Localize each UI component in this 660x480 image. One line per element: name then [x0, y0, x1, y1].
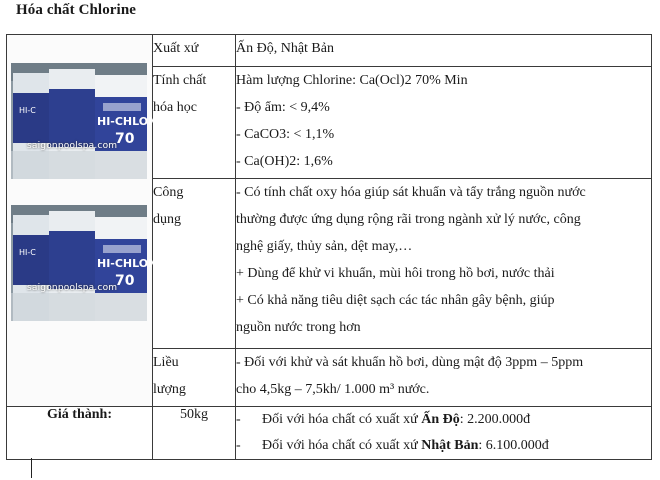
product-images-cell [7, 35, 158, 407]
price-item [236, 407, 651, 433]
list-dash: - [236, 412, 241, 427]
chemical-label-line: hóa học [153, 100, 197, 115]
usage-line: thường được ứng dụng rộng rãi trong ngành xử lý nước, công [236, 212, 581, 227]
row-origin [7, 35, 652, 67]
price-item-origin: Ấn Độ [421, 412, 460, 427]
drum-label: HI-CHLON [97, 257, 158, 270]
chlorine-drums-image [11, 63, 158, 179]
dosage-line: - Đối với khử và sát khuẩn hồ bơi, dùng mật độ 3ppm – 5ppm [236, 355, 584, 370]
watermark-text: saigonpoolspa.com [27, 141, 118, 151]
drum-label: HI-C [19, 248, 36, 257]
chemical-label [153, 67, 236, 179]
usage-line: nghệ giấy, thủy sản, dệt may,… [236, 239, 413, 254]
chemical-label-line: Tính chất [153, 73, 207, 88]
price-list [236, 407, 652, 460]
price-item-prefix: Đối với hóa chất có xuất xứ [262, 412, 422, 427]
chemical-values [236, 67, 652, 179]
dosage-values [236, 349, 652, 407]
usage-line: + Có khả năng tiêu diệt sạch các tác nhân gây bệnh, giúp [236, 293, 555, 308]
chemical-line: Hàm lượng Chlorine: Ca(Ocl)2 70% Min [236, 73, 468, 88]
usage-label-line: Công [153, 185, 184, 200]
price-item-prefix: Đối với hóa chất có xuất xứ [262, 438, 422, 453]
price-label: Giá thành: [7, 407, 153, 460]
drum-label: 70 [115, 273, 135, 289]
price-item-amount: : 2.200.000đ [459, 412, 531, 427]
usage-label-line: dụng [153, 212, 181, 227]
spec-table [6, 34, 652, 460]
usage-line: - Có tính chất oxy hóa giúp sát khuẩn và tẩy trắng nguồn nước [236, 185, 586, 200]
chemical-line: - Độ ẩm: < 9,4% [236, 100, 330, 115]
dosage-label-line: Liều [153, 355, 179, 370]
list-dash: - [236, 438, 241, 453]
chemical-line: - Ca(OH)2: 1,6% [236, 154, 333, 169]
origin-value: Ấn Độ, Nhật Bản [236, 35, 652, 67]
price-item-origin: Nhật Bản [421, 438, 479, 453]
dosage-label [153, 349, 236, 407]
product-photo [11, 205, 158, 321]
product-photo [11, 63, 158, 179]
row-price [7, 407, 652, 460]
drum-label: HI-CHLON [97, 115, 158, 128]
price-quantity: 50kg [153, 407, 236, 460]
usage-line: + Dùng để khử vi khuẩn, mùi hôi trong hồ bơi, nước thải [236, 266, 555, 281]
usage-values [236, 179, 652, 349]
drum-label: HI-C [19, 106, 36, 115]
drum-label: 70 [115, 131, 135, 147]
dosage-label-line: lượng [153, 382, 186, 397]
watermark-text: saigonpoolspa.com [27, 283, 118, 293]
usage-label [153, 179, 236, 349]
chlorine-drums-image [11, 205, 158, 321]
text-cursor [31, 458, 32, 478]
origin-label: Xuất xứ [153, 35, 236, 67]
document-title: Hóa chất Chlorine [16, 2, 137, 18]
chemical-line: - CaCO3: < 1,1% [236, 127, 335, 142]
dosage-line: cho 4,5kg – 7,5kh/ 1.000 m³ nước. [236, 382, 430, 397]
price-item [236, 433, 651, 459]
usage-line: nguồn nước trong hơn [236, 320, 361, 335]
price-item-amount: : 6.100.000đ [478, 438, 549, 453]
